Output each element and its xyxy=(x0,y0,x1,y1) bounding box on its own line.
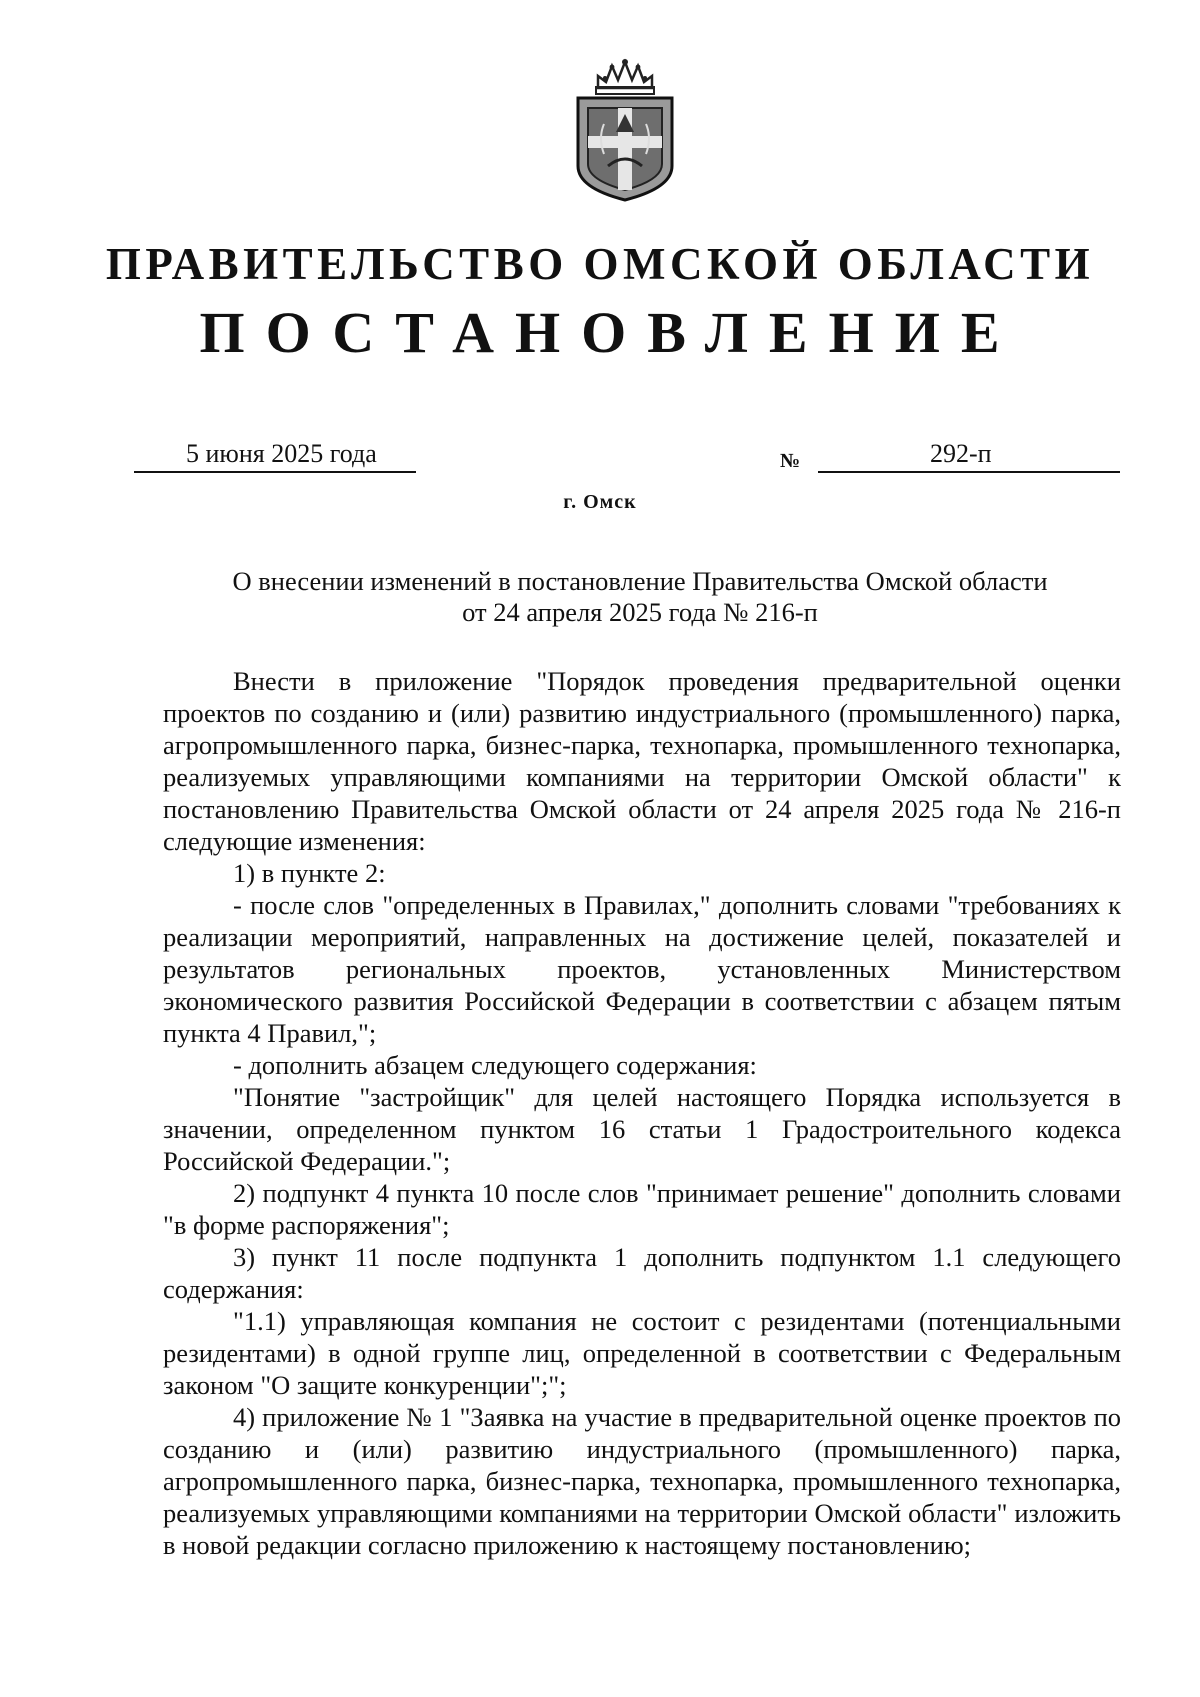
body-paragraph: "Понятие "застройщик" для целей настоящего Порядка используется в значении, определенном пунктом 16 статьи 1 Градостроительного кодекса Российской Федерации."; xyxy=(163,1082,1121,1176)
body-paragraph: - дополнить абзацем следующего содержания: xyxy=(233,1050,757,1080)
document-number: 292-п xyxy=(930,439,992,468)
body-paragraph: 3) пункт 11 после подпункта 1 дополнить подпунктом 1.1 следующего содержания: xyxy=(163,1242,1121,1304)
city-label: г. Омск xyxy=(563,491,637,513)
document-date-field xyxy=(134,441,416,473)
omsk-coat-of-arms-emblem xyxy=(568,54,682,204)
body-paragraph: - после слов "определенных в Правилах," дополнить словами "требованиях к реализации мероприятий, направленных на достижение целей, показателей и результатов региональных проектов, установленных Министерством экономического развития Российской Федерации в соответствии с абзацем пятым пункта 4 Правил,"; xyxy=(163,890,1121,1048)
body-paragraph: 1) в пункте 2: xyxy=(233,858,386,888)
subject-line-2: от 24 апреля 2025 года № 216-п xyxy=(462,597,818,627)
body-paragraph: 4) приложение № 1 "Заявка на участие в предварительной оценке проектов по созданию и (или) развитию индустриального (промышленного) парка, агропромышленного парка, бизнес-парка, технопарка, промышленного технопарка, реализуемых управляющими компаниями на территории Омской области" изложить в новой редакции согласно приложению к настоящему постановлению; xyxy=(163,1402,1121,1560)
document-type-title: ПОСТАНОВЛЕНИЕ xyxy=(199,300,1021,365)
document-number-field xyxy=(818,441,1120,473)
subject-line-1: О внесении изменений в постановление Правительства Омской области xyxy=(232,566,1048,596)
document-subject xyxy=(160,566,1120,628)
number-sign: № xyxy=(780,450,801,472)
body-paragraph: 2) подпункт 4 пункта 10 после слов "принимает решение" дополнить словами "в форме распоряжения"; xyxy=(163,1178,1121,1240)
body-paragraph: "1.1) управляющая компания не состоит с резидентами (потенциальными резидентами) в одной группе лиц, определенной в соответствии с Федеральным законом "О защите конкуренции";"; xyxy=(163,1306,1121,1400)
document-body xyxy=(163,665,1121,1561)
body-paragraph: Внести в приложение "Порядок проведения предварительной оценки проектов по созданию и (или) развитию индустриального (промышленного) парка, агропромышленного парка, бизнес-парка, технопарка, промышленного технопарка, реализуемых управляющими компаниями на территории Омской области" к постановлению Правительства Омской области от 24 апреля 2025 года № 216-п следующие изменения: xyxy=(163,666,1121,856)
document-date: 5 июня 2025 года xyxy=(186,439,377,468)
organization-title: ПРАВИТЕЛЬСТВО ОМСКОЙ ОБЛАСТИ xyxy=(105,239,1095,289)
